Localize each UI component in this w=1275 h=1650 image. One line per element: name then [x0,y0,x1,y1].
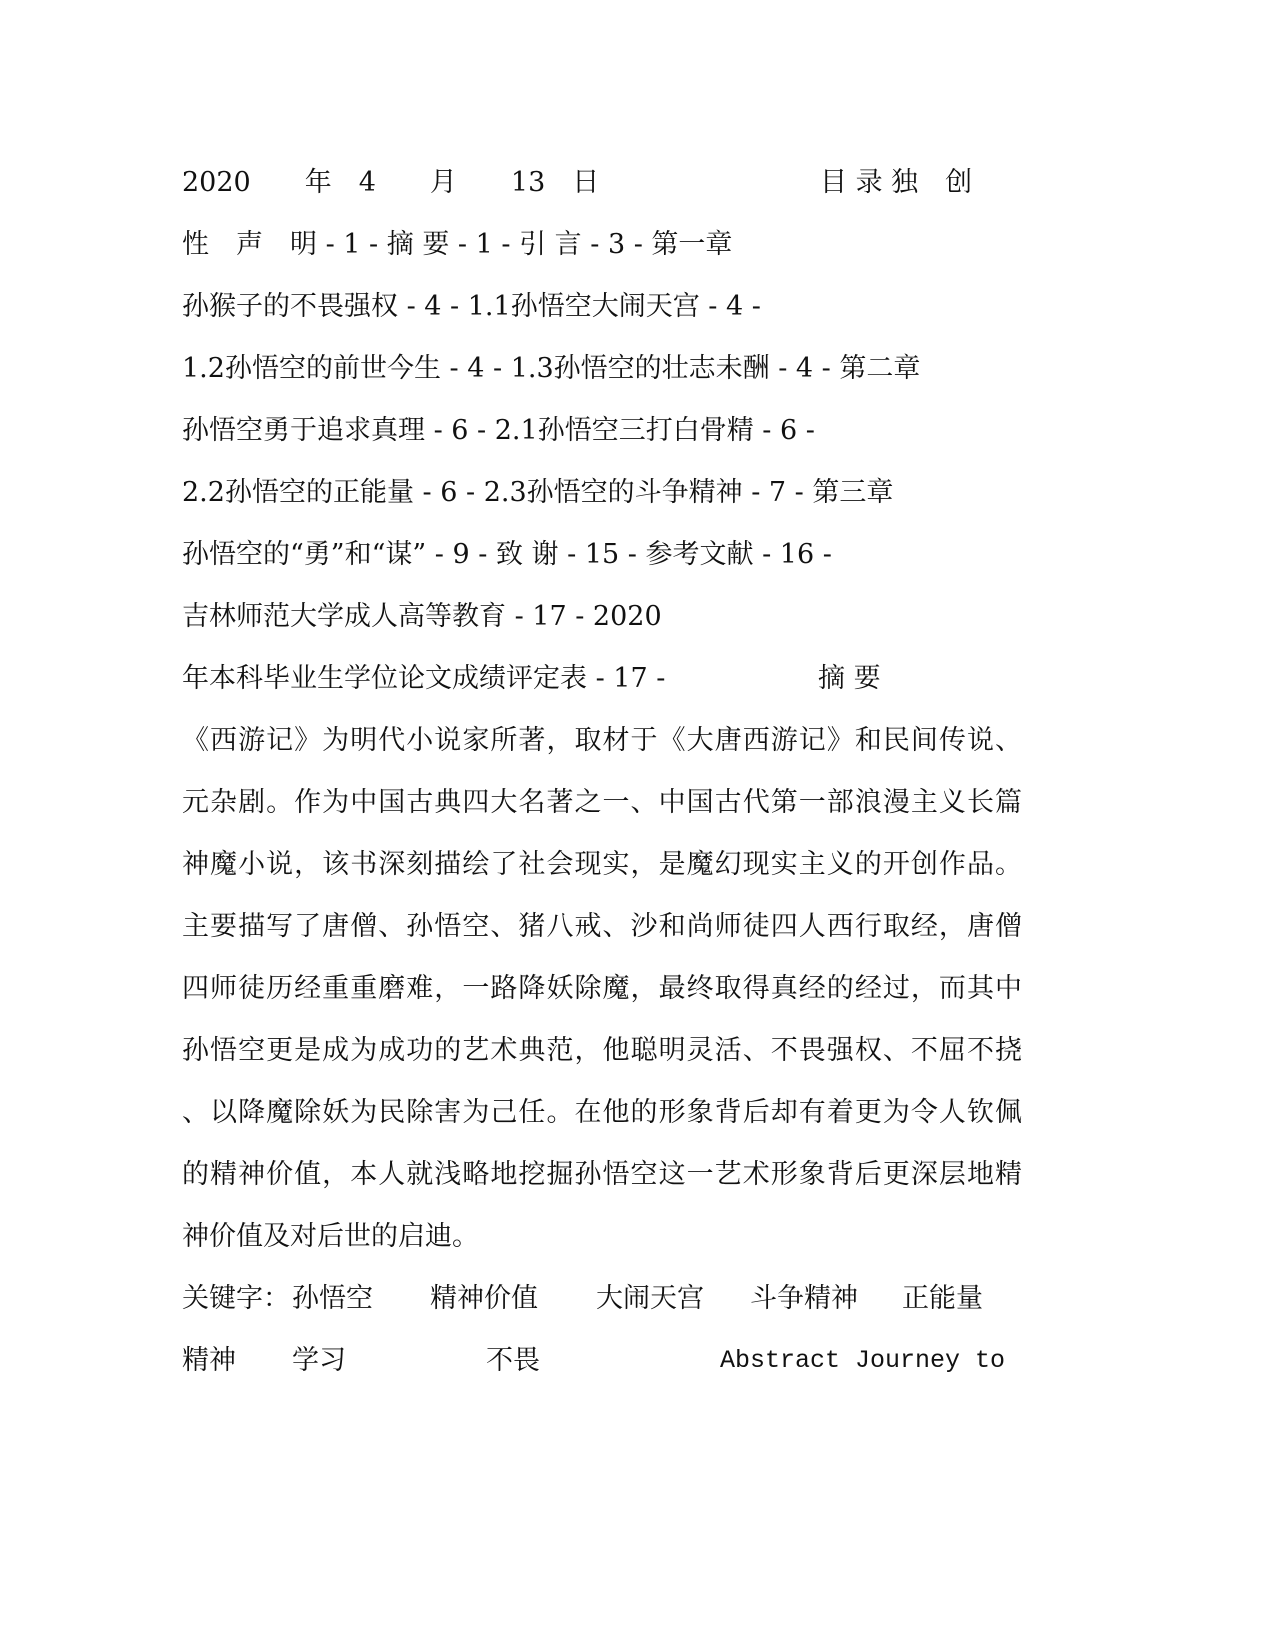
thesis-date: 2020 年 4 月 13 日 [182,167,600,198]
toc-line-9 [182,659,1022,699]
abstract-line-4: 主要描写了唐僧、孙悟空、猪八戒、沙和尚师徒四人西行取经，唐僧 [182,911,1022,942]
toc-line-1 [182,163,1022,203]
toc-line-6: 2.2孙悟空的正能量 - 6 - 2.3孙悟空的斗争精神 - 7 - 第三章 [182,477,894,508]
english-abstract-start: Abstract Journey to [720,1346,1006,1375]
keywords-label: 关键字： [182,1283,290,1314]
toc-line-5: 孙悟空勇于追求真理 - 6 - 2.1孙悟空三打白骨精 - 6 - [182,415,815,446]
keyword-item: 不畏 [486,1345,540,1376]
abstract-line-8: 的精神价值，本人就浅略地挖掘孙悟空这一艺术形象背后更深层地精 [182,1159,1022,1190]
toc-grade-sheet: 年本科毕业生学位论文成绩评定表 - 17 - [182,663,666,694]
abstract-line-9: 神价值及对后世的启迪。 [182,1221,479,1252]
abstract-line-2: 元杂剧。作为中国古典四大名著之一、中国古代第一部浪漫主义长篇 [182,787,1022,818]
keyword-item: 大闹天宫 [596,1283,704,1314]
keyword-item: 学习 [292,1345,346,1376]
keyword-item: 正能量 [902,1283,983,1314]
abstract-line-6: 孙悟空更是成为成功的艺术典范，他聪明灵活、不畏强权、不屈不挠 [182,1035,1022,1066]
keyword-item: 斗争精神 [750,1283,858,1314]
keyword-item: 孙悟空 [292,1283,373,1314]
toc-line-3: 孙猴子的不畏强权 - 4 - 1.1孙悟空大闹天宫 - 4 - [182,291,761,322]
toc-line-7: 孙悟空的“勇”和“谋” - 9 - 致 谢 - 15 - 参考文献 - 16 - [182,539,832,570]
keywords-line-2 [182,1341,1022,1381]
keyword-item: 精神 [182,1345,236,1376]
toc-line-4: 1.2孙悟空的前世今生 - 4 - 1.3孙悟空的壮志未酬 - 4 - 第二章 [182,353,921,384]
abstract-line-7: 、以降魔除妖为民除害为己任。在他的形象背后却有着更为令人钦佩 [182,1097,1022,1128]
toc-line-2: 性 声 明 - 1 - 摘 要 - 1 - 引 言 - 3 - 第一章 [182,229,733,260]
toc-line-8: 吉林师范大学成人高等教育 - 17 - 2020 [182,601,662,632]
keywords-line-1 [182,1279,1022,1319]
keyword-item: 精神价值 [430,1283,538,1314]
toc-title: 目 录 独 创 [820,167,973,198]
abstract-line-1: 《西游记》为明代小说家所著，取材于《大唐西游记》和民间传说、 [182,725,1022,756]
abstract-line-3: 神魔小说，该书深刻描绘了社会现实，是魔幻现实主义的开创作品。 [182,849,1022,880]
abstract-heading: 摘 要 [818,663,881,694]
abstract-line-5: 四师徒历经重重磨难，一路降妖除魔，最终取得真经的经过，而其中 [182,973,1022,1004]
